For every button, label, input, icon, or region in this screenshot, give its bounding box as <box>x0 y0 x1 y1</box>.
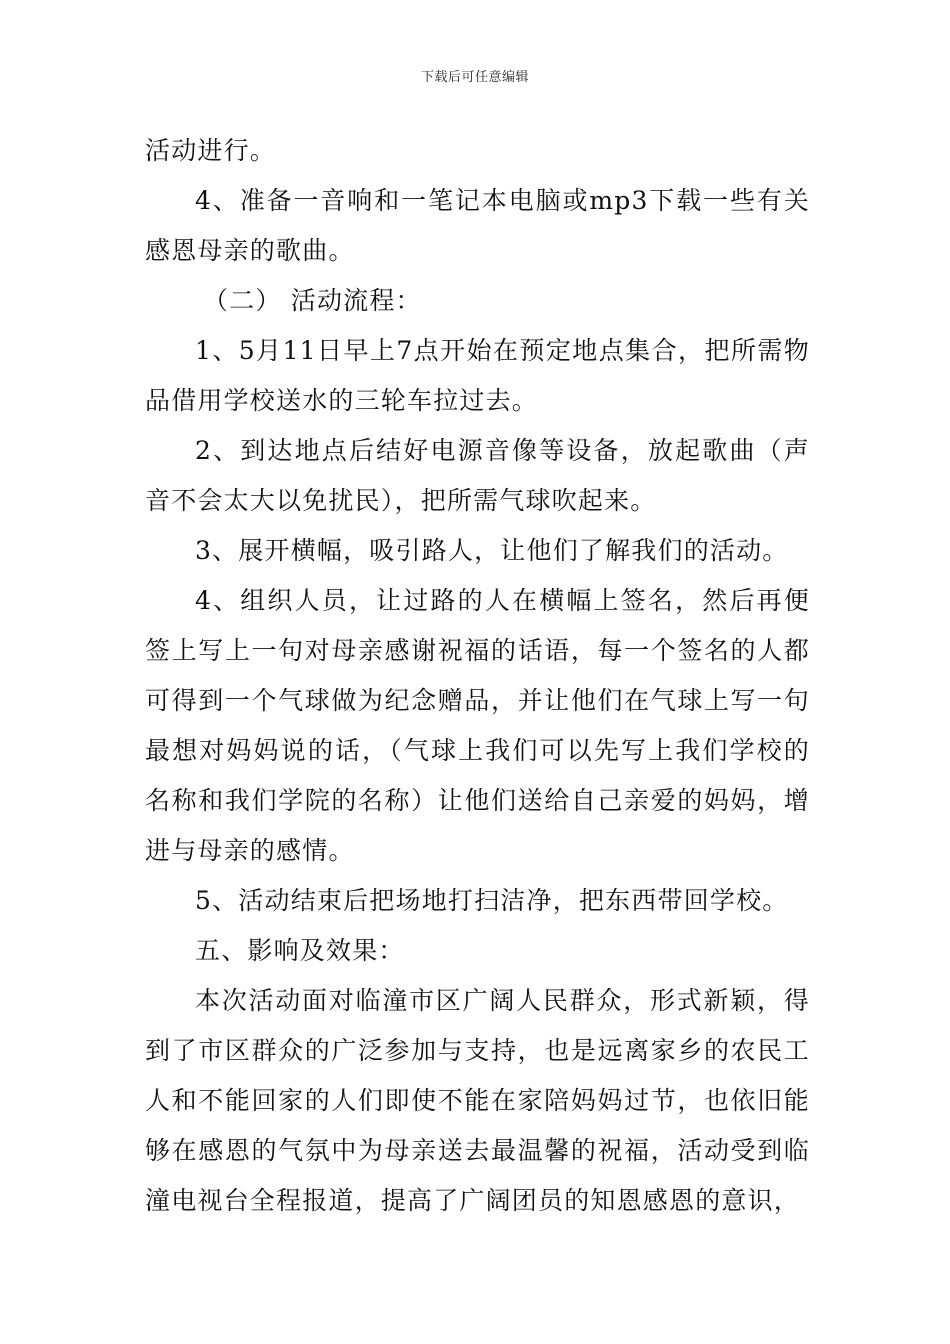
paragraph-continuation: 活动进行。 <box>145 136 277 165</box>
paragraph-flow-item-3: 3、展开横幅，吸引路人，让他们了解我们的活动。 <box>195 536 789 565</box>
page-header-note: 下载后可任意编辑 <box>420 70 529 85</box>
section-heading-activity-flow: （二） 活动流程： <box>203 286 422 315</box>
document-body <box>145 126 810 1226</box>
paragraph-prep-item-4: 4、准备一音响和一笔记本电脑或mp3下载一些有关感恩母亲的歌曲。 <box>145 186 810 265</box>
paragraph-flow-item-2: 2、到达地点后结好电源音像等设备，放起歌曲（声音不会太大以免扰民），把所需气球吹起来。 <box>145 436 810 515</box>
paragraph-impact-body: 本次活动面对临潼市区广阔人民群众，形式新颖，得到了市区群众的广泛参加与支持，也是远离家乡的农民工人和不能回家的人们即使不能在家陪妈妈过节，也依旧能够在感恩的气氛中为母亲送去最温馨的祝福，活动受到临潼电视台全程报道，提高了广阔团员的知恩感恩的意识， <box>145 986 810 1215</box>
paragraph-flow-item-5: 5、活动结束后把场地打扫洁净，把东西带回学校。 <box>195 886 789 915</box>
paragraph-flow-item-1: 1、5月11日早上7点开始在预定地点集合，把所需物品借用学校送水的三轮车拉过去。 <box>145 336 810 415</box>
section-heading-impact: 五、影响及效果： <box>195 936 405 965</box>
paragraph-flow-item-4: 4、组织人员，让过路的人在横幅上签名，然后再便签上写上一句对母亲感谢祝福的话语，每一个签名的人都可得到一个气球做为纪念赠品，并让他们在气球上写一句最想对妈妈说的话，（气球上我们可以先写上我们学校的名称和我们学院的名称）让他们送给自己亲爱的妈妈，增进与母亲的感情。 <box>145 586 810 865</box>
